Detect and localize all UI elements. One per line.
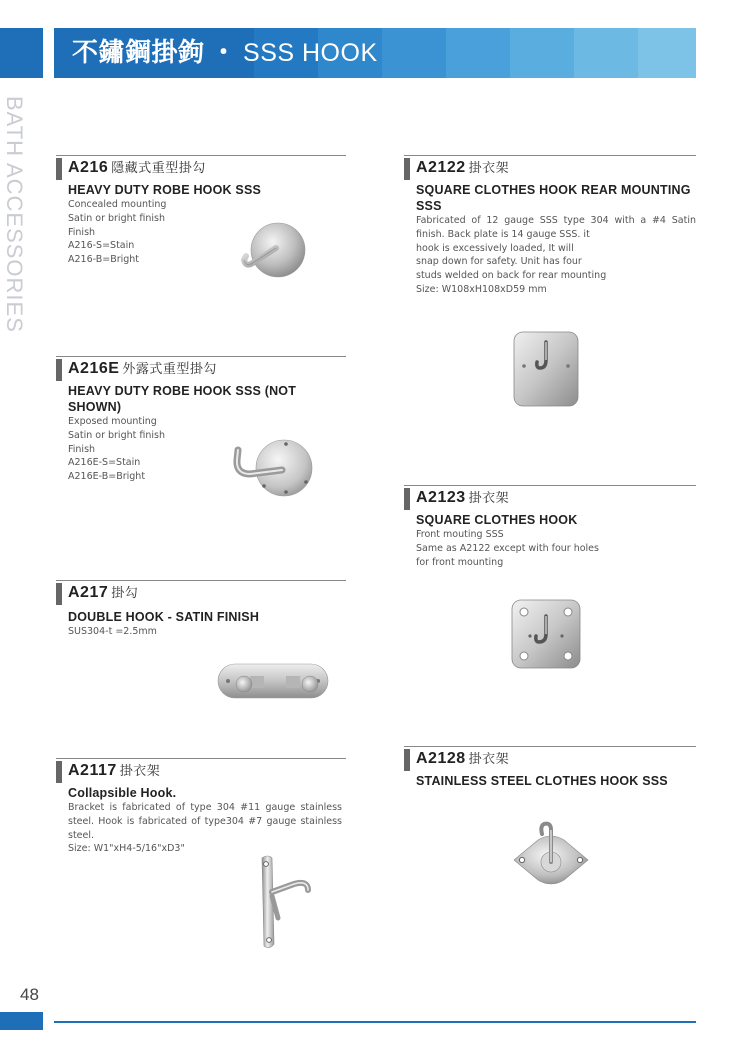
desc-line: Satin or bright finish (68, 212, 165, 224)
header-color-segment (574, 28, 638, 78)
product-a2122 (404, 155, 696, 297)
product-header (56, 580, 346, 607)
product-description (68, 625, 346, 639)
product-header (404, 746, 696, 773)
product-description (416, 528, 696, 569)
product-code: A2128 (416, 750, 466, 767)
square-clothes-hook-rear-image (510, 328, 584, 408)
product-chinese-name: 外露式重型掛勾 (122, 361, 217, 376)
header-marker (56, 359, 62, 381)
product-a2128 (404, 746, 696, 789)
desc-line: Finish (68, 443, 96, 455)
desc-line: Finish (68, 226, 96, 238)
product-header (404, 485, 696, 512)
product-title: SQUARE CLOTHES HOOK REAR MOUNTING SSS (416, 183, 691, 213)
collapsible-hook-image (250, 852, 316, 952)
desc-line: Size: W108xH108xD59 mm (416, 283, 547, 295)
desc-line: Same as A2122 except with four holes (416, 542, 599, 554)
product-header (56, 155, 346, 182)
title-english: SSS HOOK (243, 39, 378, 67)
desc-line: snap down for safety. Unit has four (416, 256, 582, 268)
desc-line: Concealed mounting (68, 199, 167, 210)
product-code: A216E (68, 360, 120, 377)
desc-line: Satin or bright finish (68, 429, 165, 441)
product-title: HEAVY DUTY ROBE HOOK SSS (68, 183, 262, 197)
desc-line: Size: W1"xH4-5/16"xD3" (68, 843, 185, 855)
product-header (56, 758, 346, 785)
desc-line: for front mounting (416, 556, 504, 568)
product-a2123 (404, 485, 696, 569)
header-color-segment (446, 28, 510, 78)
product-title: DOUBLE HOOK - SATIN FINISH (68, 610, 260, 624)
desc-line: Fabricated of 12 gauge SSS type 304 with a #4 Satin finish. Back plate is 14 gauge SSS. it (416, 215, 696, 240)
product-a2117 (56, 758, 346, 856)
product-description (68, 801, 342, 856)
robe-hook-exposed-image (228, 430, 314, 506)
product-chinese-name: 掛衣架 (468, 160, 510, 175)
product-chinese-name: 掛勾 (111, 585, 139, 600)
product-code: A2117 (68, 762, 117, 779)
side-category-label: BATH ACCESSORIES (2, 96, 27, 333)
desc-line: Front mouting SSS (416, 529, 504, 540)
product-header (404, 155, 696, 182)
desc-line: SUS304-t =2.5mm (68, 626, 157, 637)
header-marker (404, 488, 410, 510)
desc-line: studs welded on back for rear mounting (416, 270, 607, 282)
footer-left-block (0, 1012, 43, 1030)
product-description (416, 214, 696, 297)
page-number: 48 (20, 985, 39, 1004)
header-color-segment (510, 28, 574, 78)
product-title: Collapsible Hook. (68, 786, 177, 800)
footer-rule (54, 1021, 696, 1023)
product-chinese-name: 掛衣架 (468, 490, 510, 505)
double-hook-image (214, 658, 334, 704)
product-chinese-name: 掛衣架 (119, 763, 161, 778)
header-color-segment (638, 28, 696, 78)
header-marker (56, 583, 62, 605)
header-color-segment (382, 28, 446, 78)
product-code: A2122 (416, 159, 466, 176)
square-clothes-hook-front-image (508, 596, 584, 672)
header-left-block (0, 28, 43, 78)
title-chinese: 不鏽鋼掛鉤 (72, 38, 205, 68)
product-code: A2123 (416, 489, 466, 506)
robe-hook-concealed-image (232, 218, 312, 288)
product-chinese-name: 隱藏式重型掛勾 (111, 160, 206, 175)
desc-line: A216E-B=Bright (68, 471, 146, 483)
product-code: A217 (68, 584, 109, 601)
page-title (72, 30, 378, 76)
product-title: SQUARE CLOTHES HOOK (416, 513, 578, 527)
header-marker (404, 749, 410, 771)
stainless-clothes-hook-image (510, 818, 592, 890)
header-marker (56, 761, 62, 783)
desc-line: A216E-S=Stain (68, 457, 141, 469)
product-a217 (56, 580, 346, 639)
product-title: HEAVY DUTY ROBE HOOK SSS (NOT SHOWN) (68, 384, 297, 414)
desc-line: hook is excessively loaded, It will (416, 242, 574, 254)
desc-line: Bracket is fabricated of type 304 #11 gauge stainless steel. Hook is fabricated of type304 #7 gauge stainless steel. (68, 802, 342, 841)
header-marker (404, 158, 410, 180)
desc-line: A216-S=Stain (68, 240, 135, 252)
title-separator: ・ (210, 38, 238, 68)
desc-line: A216-B=Bright (68, 254, 140, 266)
product-code: A216 (68, 159, 109, 176)
product-title: STAINLESS STEEL CLOTHES HOOK SSS (416, 774, 668, 788)
product-header (56, 356, 346, 383)
product-chinese-name: 掛衣架 (468, 751, 510, 766)
header-marker (56, 158, 62, 180)
desc-line: Exposed mounting (68, 416, 157, 427)
